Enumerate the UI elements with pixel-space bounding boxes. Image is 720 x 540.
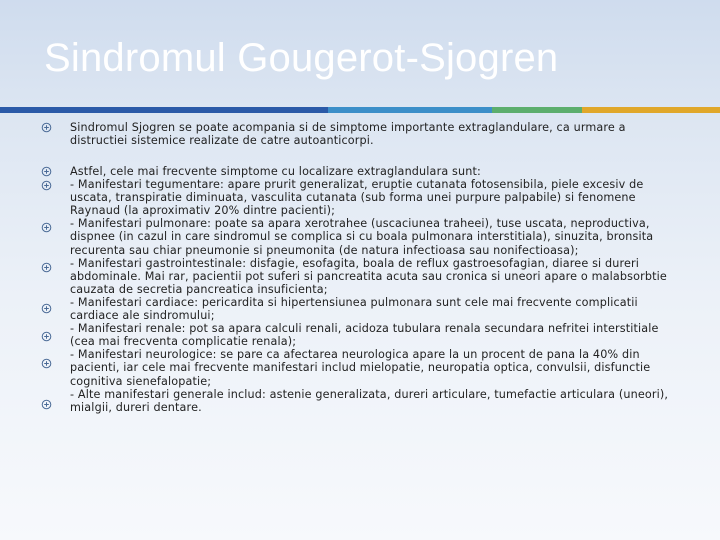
text-line: Sindromul Sjogren se poate acompania si de simptome importante extraglandulare, ca urmare a <box>70 121 626 134</box>
text-line: recurenta sau chiar pneumonie si pneumonita (de natura infectioasa sau nonifectioasa); <box>70 243 579 257</box>
text-line: - Manifestari cardiace: pericardita si hipertensiunea pulmonara sunt cele mai frecvente complicatii <box>70 295 638 309</box>
text-line: Raynaud (la aproximativ 20% dintre pacienti); <box>70 204 336 218</box>
circle-plus-icon <box>41 303 52 314</box>
circle-plus-icon <box>41 358 52 369</box>
circle-plus-icon <box>41 166 52 177</box>
accent-bar-segment-1 <box>0 107 328 113</box>
text-line: - Manifestari gastrointestinale: disfagie, esofagita, boala de reflux gastroesofagian, diaree si dureri <box>70 256 640 270</box>
accent-bar-segment-3 <box>492 107 582 113</box>
circle-plus-icon <box>41 331 52 342</box>
text-line: - Manifestari pulmonare: poate sa apara xerotrahee (uscaciunea traheei), tuse uscata, neproductiva, <box>70 217 650 231</box>
text-line: cardiace ale sindromului; <box>70 309 215 323</box>
accent-bar <box>0 107 720 113</box>
text-line: (cea mai frecventa complicatie renala); <box>70 335 297 349</box>
text-line: cauzata de secretia pancreatica insuficienta; <box>70 282 328 296</box>
circle-plus-icon <box>41 122 52 133</box>
circle-plus-icon <box>41 262 52 273</box>
text-line: Astfel, cele mai frecvente simptome cu localizare extraglandulara sunt: <box>70 165 481 178</box>
slide-title: Sindromul Gougerot-Sjogren <box>44 36 559 80</box>
accent-bar-segment-2 <box>328 107 492 113</box>
text-line: uscata, transpiratie diminuata, vasculita cutanata (sub forma unei purpure palpabile) si fenomene <box>70 191 636 205</box>
text-line: pacienti, iar cele mai frecvente manifestari includ mielopatie, neuropatia optica, convulsii, disfunctie <box>70 361 651 375</box>
text-line: cognitiva sienefalopatie; <box>70 374 212 388</box>
paragraph-manifestations <box>70 165 669 414</box>
text-line: abdominale. Mai rar, pacientii pot suferi si pancreatita acuta sau cronica si uneori apare o malabsorbtie <box>70 269 667 283</box>
text-line: dispnee (in cazul in care sindromul se complica si cu boala pulmonara interstitiala), sinuzita, bronsita <box>70 230 654 244</box>
text-line: distructiei sistemice realizate de catre autoanticorpi. <box>70 134 374 148</box>
text-line: - Alte manifestari generale includ: astenie generalizata, dureri articulare, tumefactie articulara (uneori), <box>70 387 669 401</box>
circle-plus-icon <box>41 222 52 233</box>
circle-plus-icon <box>41 399 52 410</box>
text-line: mialgii, dureri dentare. <box>70 400 202 414</box>
text-line: - Manifestari neurologice: se pare ca afectarea neurologica apare la un procent de pana la 40% din <box>70 348 640 362</box>
paragraph-intro <box>70 121 662 147</box>
text-line: - Manifestari tegumentare: apare prurit generalizat, eruptie cutanata fotosensibila, piele excesiv de <box>70 178 644 192</box>
circle-plus-icon <box>41 180 52 191</box>
accent-bar-segment-4 <box>582 107 720 113</box>
text-line: - Manifestari renale: pot sa apara calculi renali, acidoza tubulara renala secundara nefritei interstitiale <box>70 322 659 336</box>
